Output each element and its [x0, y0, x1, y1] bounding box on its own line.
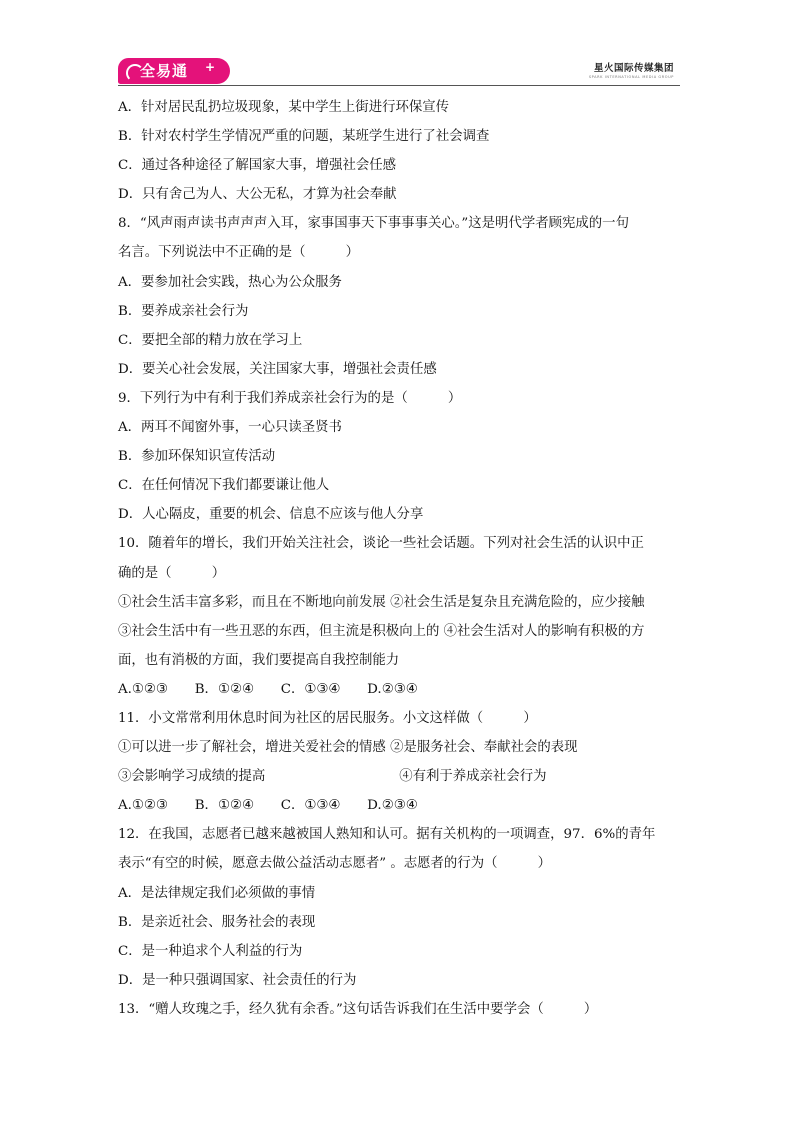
- question-9-stem: 9．下列行为中有利于我们养成亲社会行为的是（ ）: [118, 390, 462, 406]
- document-body: [118, 98, 698, 1029]
- text-line: C．要把全部的精力放在学习上: [118, 332, 303, 348]
- text-line: D．是一种只强调国家、社会责任的行为: [118, 972, 357, 988]
- text-line: C．通过各种途径了解国家大事，增强社会任感: [118, 158, 397, 174]
- text-line: ③社会生活中有一些丑恶的东西，但主流是积极向上的 ④社会生活对人的影响有积极的方: [118, 623, 645, 639]
- question-8-stem: 8．“风声雨声读书声声声入耳，家事国事天下事事事关心。”这是明代学者顾宪成的一句: [118, 216, 629, 232]
- page-header: [118, 54, 680, 88]
- text-line: ①社会生活丰富多彩，而且在不断地向前发展 ②社会生活是复杂且充满危险的，应少接触: [118, 594, 645, 610]
- question-8-stem-cont: 名言。下列说法中不正确的是（ ）: [118, 245, 360, 261]
- question-10-stem: 10．随着年的增长，我们开始关注社会，谈论一些社会话题。下列对社会生活的认识中正: [118, 536, 644, 552]
- question-12-stem: 12．在我国，志愿者已越来越被国人熟知和认可。据有关机构的一项调查，97．6%的青年: [118, 827, 656, 843]
- logo-swoosh-icon: [126, 64, 144, 82]
- text-line: A．要参加社会实践，热心为公众服务: [118, 274, 342, 290]
- question-12-stem-cont: 表示“有空的时候，愿意去做公益活动志愿者” 。志愿者的行为（ ）: [118, 856, 552, 872]
- answer-options: A.①②③ B．①②④ C．①③④ D.②③④: [118, 681, 418, 697]
- question-13-stem: 13．“赠人玫瑰之手，经久犹有余香。”这句话告诉我们在生活中要学会（ ）: [118, 1001, 598, 1017]
- company-subtitle: SPARK INTERNATIONAL MEDIA GROUP: [588, 75, 674, 79]
- answer-options: A.①②③ B．①②④ C．①③④ D.②③④: [118, 798, 418, 814]
- text-line: B．要养成亲社会行为: [118, 303, 249, 319]
- brand-logo: [118, 58, 230, 84]
- text-line: A．两耳不闻窗外事，一心只读圣贤书: [118, 420, 342, 436]
- question-11-stem: 11．小文常常利用休息时间为社区的居民服务。小文这样做（ ）: [118, 710, 537, 726]
- text-line: ③会影响学习成绩的提高 ④有利于养成亲社会行为: [118, 769, 547, 785]
- text-line: 面，也有消极的方面，我们要提高自我控制能力: [118, 652, 400, 668]
- text-line: D．只有舍己为人、大公无私，才算为社会奉献: [118, 187, 397, 203]
- logo-text: 全易通: [140, 62, 189, 80]
- logo-plus: +: [204, 60, 216, 74]
- text-line: D．要关心社会发展，关注国家大事，增强社会责任感: [118, 361, 437, 377]
- text-line: D．人心隔皮，重要的机会、信息不应该与他人分享: [118, 507, 424, 523]
- text-line: ①可以进一步了解社会，增进关爱社会的情感 ②是服务社会、奉献社会的表现: [118, 740, 578, 756]
- text-line: B．针对农村学生学情况严重的问题，某班学生进行了社会调查: [118, 129, 490, 145]
- header-divider: [118, 85, 680, 86]
- text-line: B．是亲近社会、服务社会的表现: [118, 914, 316, 930]
- company-name: 星火国际传媒集团: [593, 63, 674, 74]
- text-line: C．是一种追求个人利益的行为: [118, 943, 303, 959]
- company-brand: [589, 60, 674, 79]
- text-line: B．参加环保知识宣传活动: [118, 449, 276, 465]
- text-line: A．针对居民乱扔垃圾现象，某中学生上街进行环保宣传: [118, 100, 450, 115]
- question-10-stem-cont: 确的是（ ）: [118, 565, 226, 581]
- text-line: A．是法律规定我们必须做的事情: [118, 885, 316, 901]
- text-line: C．在任何情况下我们都要谦让他人: [118, 478, 330, 494]
